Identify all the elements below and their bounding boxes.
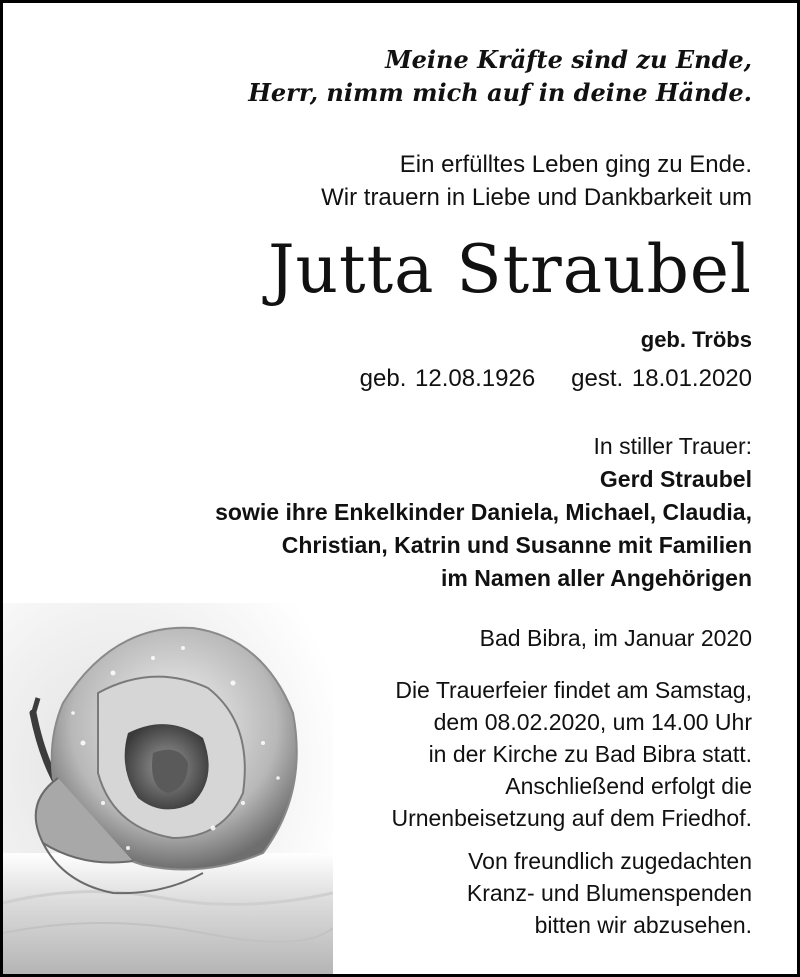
service-line: Urnenbeisetzung auf dem Friedhof. bbox=[391, 805, 752, 831]
motto-line: Herr, nimm mich auf in deine Hände. bbox=[248, 78, 752, 107]
life-dates bbox=[360, 363, 752, 395]
mourner-line: sowie ihre Enkelkinder Daniela, Michael, Claudia, bbox=[215, 499, 752, 525]
flowers-line: bitten wir abzusehen. bbox=[534, 912, 752, 938]
flowers-line: Von freundlich zugedachten bbox=[468, 848, 752, 874]
motto-verse bbox=[248, 43, 752, 109]
rose-image bbox=[3, 603, 333, 974]
motto-line: Meine Kräfte sind zu Ende, bbox=[385, 45, 752, 74]
maiden-name: geb. Tröbs bbox=[640, 327, 752, 352]
intro-line: Wir trauern in Liebe und Dankbarkeit um bbox=[321, 184, 752, 211]
deceased-name: Jutta Straubel bbox=[268, 231, 752, 308]
flowers-note bbox=[467, 845, 752, 941]
intro-text bbox=[321, 148, 752, 214]
death-date: gest. 18.01.2020 bbox=[571, 365, 752, 392]
flowers-line: Kranz- und Blumenspenden bbox=[466, 880, 752, 906]
mourners-block bbox=[215, 430, 752, 595]
mourners-heading: In stiller Trauer: bbox=[593, 433, 752, 459]
service-line: Anschließend erfolgt die bbox=[505, 773, 752, 799]
place-date: Bad Bibra, im Januar 2020 bbox=[479, 625, 752, 651]
service-line: dem 08.02.2020, um 14.00 Uhr bbox=[433, 709, 752, 735]
service-line: Die Trauerfeier findet am Samstag, bbox=[395, 677, 752, 703]
service-line: in der Kirche zu Bad Bibra statt. bbox=[428, 741, 752, 767]
intro-line: Ein erfülltes Leben ging zu Ende. bbox=[399, 151, 752, 178]
birth-date: geb. 12.08.1926 bbox=[359, 365, 536, 392]
mourner-line: im Namen aller Angehörigen bbox=[441, 565, 752, 591]
mourner-line: Christian, Katrin und Susanne mit Familien bbox=[281, 532, 752, 558]
service-info bbox=[391, 674, 752, 834]
mourner-line: Gerd Straubel bbox=[599, 466, 752, 492]
